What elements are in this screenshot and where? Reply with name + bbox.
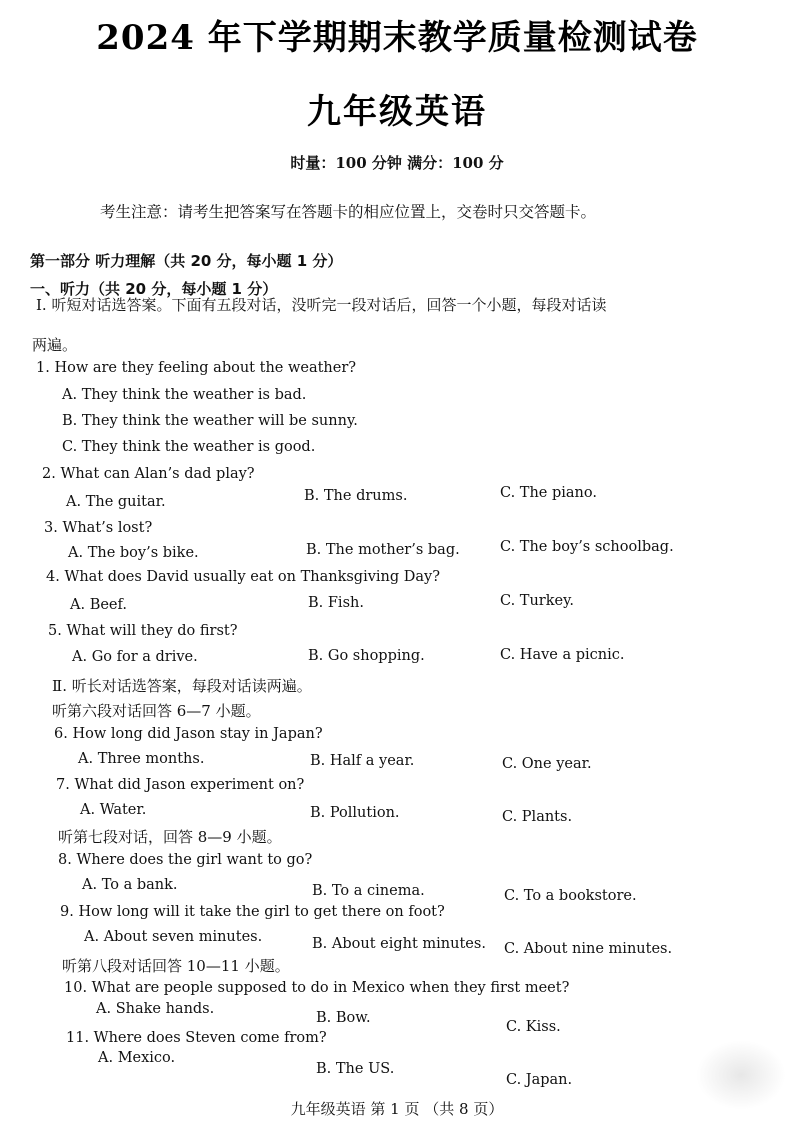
- question-7-option-b: B. Pollution.: [310, 805, 400, 821]
- question-9: 9. How long will it take the girl to get there on foot?: [60, 904, 445, 920]
- question-5-option-b: B. Go shopping.: [308, 648, 425, 664]
- dialog8-instruction: 听第八段对话回答 10—11 小题。: [62, 957, 290, 975]
- question-9-option-a: A. About seven minutes.: [84, 929, 263, 945]
- question-5-option-c: C. Have a picnic.: [500, 647, 625, 663]
- question-8: 8. Where does the girl want to go?: [58, 852, 313, 868]
- question-4-option-a: A. Beef.: [70, 597, 127, 613]
- question-7-option-a: A. Water.: [80, 802, 147, 818]
- dialog6-instruction: 听第六段对话回答 6—7 小题。: [52, 702, 261, 720]
- question-7: 7. What did Jason experiment on?: [56, 777, 305, 793]
- question-3-option-a: A. The boy’s bike.: [68, 545, 199, 561]
- question-5-option-a: A. Go for a drive.: [72, 649, 198, 665]
- question-3: 3. What’s lost?: [44, 520, 153, 536]
- question-1: 1. How are they feeling about the weather?: [36, 360, 357, 376]
- question-11-option-b: B. The US.: [316, 1061, 395, 1077]
- question-7-option-c: C. Plants.: [502, 809, 573, 825]
- question-2-option-c: C. The piano.: [500, 485, 597, 501]
- question-9-option-c: C. About nine minutes.: [504, 941, 673, 957]
- question-8-option-a: A. To a bank.: [82, 877, 178, 893]
- exam-meta: 时量：100 分钟 满分：100 分: [290, 154, 504, 172]
- page-footer: 九年级英语 第 1 页 （共 8 页）: [290, 1100, 504, 1118]
- dialog7-instruction: 听第七段对话，回答 8—9 小题。: [58, 828, 282, 846]
- question-4-option-b: B. Fish.: [308, 595, 364, 611]
- question-3-option-b: B. The mother’s bag.: [306, 542, 460, 558]
- part-heading: 第一部分 听力理解（共 20 分，每小题 1 分）: [30, 252, 343, 270]
- question-11-option-c: C. Japan.: [506, 1072, 573, 1088]
- question-10-option-a: A. Shake hands.: [96, 1001, 215, 1017]
- exam-notice: 考生注意：请考生把答案写在答题卡的相应位置上，交卷时只交答题卡。: [100, 203, 597, 221]
- exam-title: 2024 年下学期期末教学质量检测试卷: [96, 18, 698, 58]
- question-10: 10. What are people supposed to do in Mexico when they first meet?: [64, 980, 570, 996]
- sub1-instruction-line1: Ⅰ. 听短对话选答案。下面有五段对话，没听完一段对话后，回答一个小题，每段对话读: [36, 296, 607, 314]
- question-6-option-c: C. One year.: [502, 756, 592, 772]
- question-2-option-a: A. The guitar.: [66, 494, 166, 510]
- question-6-option-a: A. Three months.: [78, 751, 205, 767]
- question-3-option-c: C. The boy’s schoolbag.: [500, 539, 674, 555]
- question-1-option-a: A. They think the weather is bad.: [62, 387, 307, 403]
- question-11-option-a: A. Mexico.: [98, 1050, 176, 1066]
- sub1-instruction-line2: 两遍。: [32, 336, 78, 354]
- question-8-option-b: B. To a cinema.: [312, 883, 425, 899]
- question-8-option-c: C. To a bookstore.: [504, 888, 637, 904]
- question-10-option-c: C. Kiss.: [506, 1019, 561, 1035]
- question-4-option-c: C. Turkey.: [500, 593, 574, 609]
- question-11: 11. Where does Steven come from?: [66, 1030, 327, 1046]
- question-9-option-b: B. About eight minutes.: [312, 936, 486, 952]
- section-heading: 一、听力（共 20 分，每小题 1 分）: [30, 280, 278, 298]
- question-6-option-b: B. Half a year.: [310, 753, 415, 769]
- sub2-instruction: Ⅱ. 听长对话选答案，每段对话读两遍。: [52, 677, 312, 695]
- exam-subtitle: 九年级英语: [307, 92, 487, 132]
- question-6: 6. How long did Jason stay in Japan?: [54, 726, 323, 742]
- question-10-option-b: B. Bow.: [316, 1010, 371, 1026]
- question-2-option-b: B. The drums.: [304, 488, 408, 504]
- question-5: 5. What will they do first?: [48, 623, 238, 639]
- question-2: 2. What can Alan’s dad play?: [42, 466, 255, 482]
- question-1-option-b: B. They think the weather will be sunny.: [62, 413, 358, 429]
- question-1-option-c: C. They think the weather is good.: [62, 439, 316, 455]
- question-4: 4. What does David usually eat on Thanksgiving Day?: [46, 569, 441, 585]
